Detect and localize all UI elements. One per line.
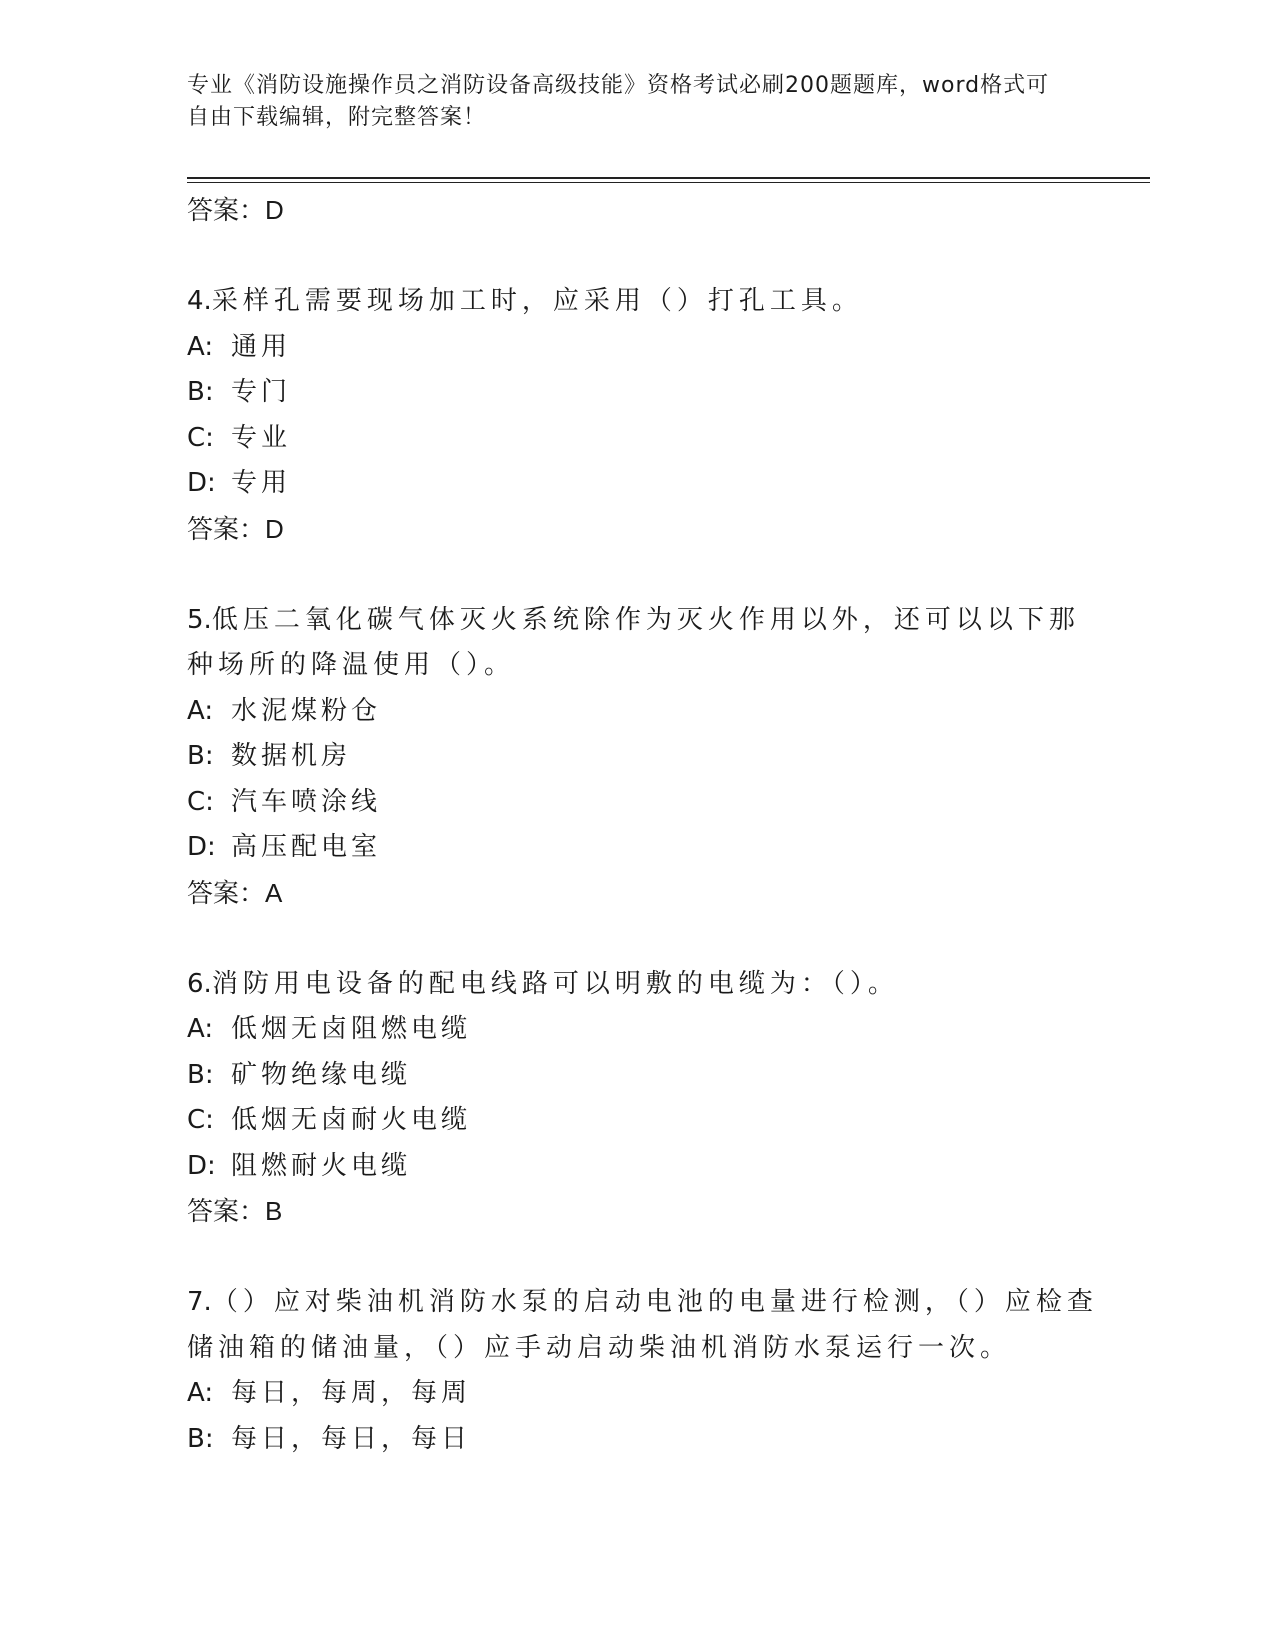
option-label: C: xyxy=(187,1105,214,1135)
option-d xyxy=(187,1144,1107,1190)
option-text: 汽车喷涂线 xyxy=(231,786,382,817)
option-text: 数据机房 xyxy=(231,741,352,771)
question-number: 5. xyxy=(187,604,212,635)
option-label: D: xyxy=(187,1150,216,1181)
option-text: 矿物绝缘电缆 xyxy=(231,1059,412,1090)
option-b xyxy=(187,1053,1107,1099)
option-label: B: xyxy=(187,1423,214,1454)
option-d xyxy=(187,461,1107,507)
question-stem xyxy=(187,598,1107,689)
question-7 xyxy=(187,1280,1107,1462)
option-label: A: xyxy=(187,1014,214,1044)
answer-line xyxy=(187,188,1107,234)
question-stem xyxy=(187,279,1107,325)
header-divider-thin xyxy=(187,182,1150,183)
option-text: 低烟无卤阻燃电缆 xyxy=(231,1014,472,1044)
option-label: B: xyxy=(187,377,214,407)
option-text: 水泥煤粉仓 xyxy=(231,695,382,726)
option-text: 阻燃耐火电缆 xyxy=(231,1150,412,1181)
question-stem xyxy=(187,1280,1107,1371)
option-label: C: xyxy=(187,786,214,817)
option-a xyxy=(187,325,1107,371)
option-b xyxy=(187,1417,1107,1463)
question-stem xyxy=(187,962,1107,1008)
question-number: 6. xyxy=(187,968,212,999)
option-label: B: xyxy=(187,741,214,771)
option-label: A: xyxy=(187,1378,214,1408)
option-d xyxy=(187,825,1107,871)
question-text: 采样孔需要现场加工时，应采用（）打孔工具。 xyxy=(211,286,863,316)
document-header: 专业《消防设施操作员之消防设备高级技能》资格考试必刷200题题库，word格式可自由下载编辑，附完整答案！ xyxy=(187,73,1050,130)
question-text: 低压二氧化碳气体灭火系统除作为灭火作用以外，还可以以下那种场所的降温使用（）。 xyxy=(187,604,1080,680)
answer-line xyxy=(187,871,1107,917)
header-divider xyxy=(187,177,1150,179)
question-4 xyxy=(187,279,1107,552)
answer-value: A xyxy=(265,877,283,908)
option-label: B: xyxy=(187,1059,214,1090)
question-5 xyxy=(187,598,1107,917)
option-text: 每日，每日，每日 xyxy=(231,1423,472,1454)
answer-label: 答案： xyxy=(187,513,266,544)
answer-line xyxy=(187,1189,1107,1235)
option-c xyxy=(187,416,1107,462)
question-text: 消防用电设备的配电线路可以明敷的电缆为：（）。 xyxy=(211,968,899,999)
option-c xyxy=(187,1098,1107,1144)
answer-value: B xyxy=(265,1196,283,1226)
option-a xyxy=(187,1371,1107,1417)
option-text: 专用 xyxy=(231,468,292,498)
answer-value: D xyxy=(265,195,284,225)
option-label: A: xyxy=(187,331,214,362)
option-c xyxy=(187,780,1107,826)
option-text: 通用 xyxy=(231,331,292,362)
answer-line xyxy=(187,507,1107,553)
question-text: （）应对柴油机消防水泵的启动电池的电量进行检测，（）应检查储油箱的储油量，（）应手动启动柴油机消防水泵运行一次。 xyxy=(187,1287,1098,1363)
option-b xyxy=(187,734,1107,780)
option-text: 低烟无卤耐火电缆 xyxy=(231,1105,472,1135)
option-text: 专业 xyxy=(231,422,292,453)
question-number: 4. xyxy=(187,286,212,316)
option-b xyxy=(187,370,1107,416)
option-text: 专门 xyxy=(231,377,292,407)
option-label: C: xyxy=(187,422,214,453)
option-label: D: xyxy=(187,468,216,498)
option-a xyxy=(187,1007,1107,1053)
option-label: A: xyxy=(187,695,214,726)
option-text: 高压配电室 xyxy=(231,832,382,862)
question-6 xyxy=(187,962,1107,1235)
question-number: 7. xyxy=(187,1287,212,1317)
answer-label: 答案： xyxy=(187,1196,266,1226)
option-label: D: xyxy=(187,832,216,862)
question-list xyxy=(187,188,1107,1462)
option-a xyxy=(187,689,1107,735)
answer-value: D xyxy=(265,513,284,544)
answer-label: 答案： xyxy=(187,877,266,908)
answer-label: 答案： xyxy=(187,195,266,225)
option-text: 每日，每周，每周 xyxy=(231,1378,472,1408)
